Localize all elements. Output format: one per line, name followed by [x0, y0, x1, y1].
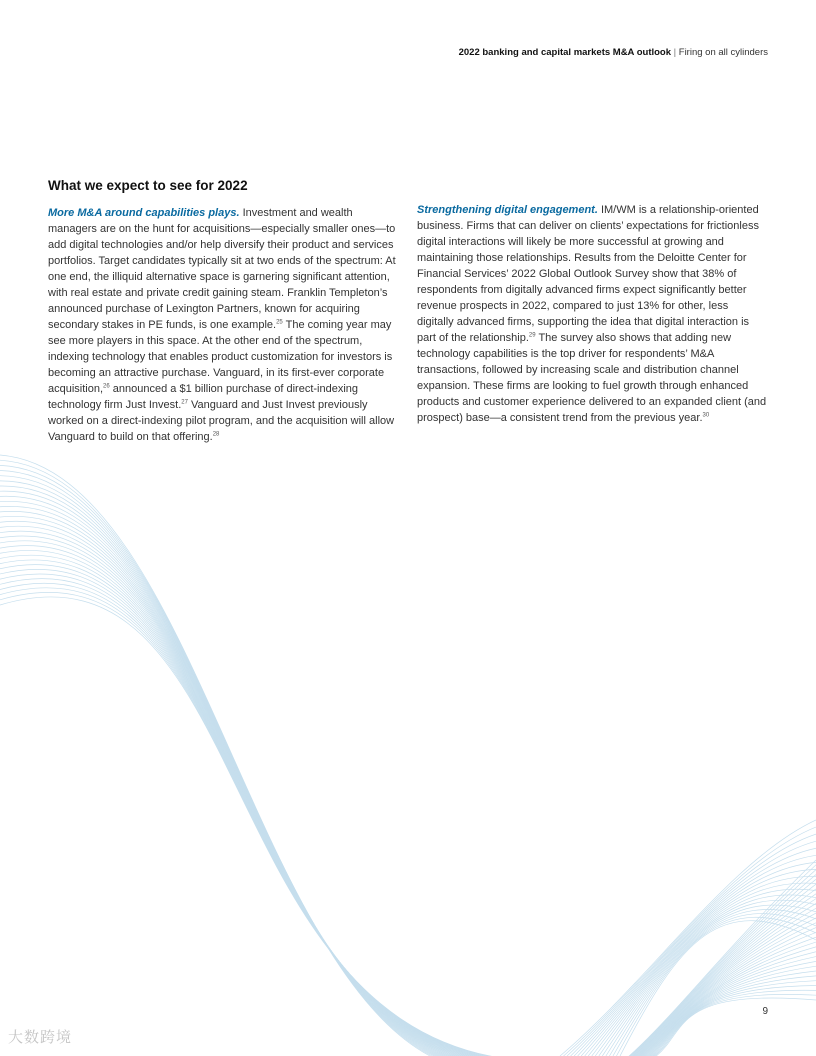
- footnote-ref-25: 25: [276, 319, 283, 326]
- wave-line: [0, 583, 816, 1056]
- wave-line: [0, 579, 816, 1056]
- wave-line: [0, 526, 816, 1056]
- header-separator: |: [673, 47, 677, 58]
- wave-line: [588, 876, 816, 1056]
- wave-line: [0, 541, 816, 1056]
- wave-line: [0, 574, 816, 1056]
- watermark-logo: 大数跨境: [8, 1029, 73, 1046]
- wave-line: [0, 592, 816, 1056]
- wave-line: [0, 536, 816, 1056]
- report-title: 2022 banking and capital markets M&A outlook: [458, 47, 672, 58]
- wave-line: [0, 555, 816, 1056]
- wave-line: [0, 597, 816, 1056]
- left-text-3: announced a $1 billion purchase of direct-indexing technology firm Just Invest.: [48, 383, 359, 411]
- wave-line: [0, 546, 816, 1056]
- right-text-1: IM/WM is a relationship-oriented business. Firms that can deliver on clients’ expectations for frictionless digital interactions will likely be more successful at growing and maintaining those relationships. Results from the Deloitte Center for Financial Services’ 2022 Global Outlook Survey show that 38% of respondents from digitally advanced firms expect significantly better revenue prospects in 2022, compared to just 13% for other, less digitally advanced firms, supporting the idea that digital interaction is part of the relationship.: [417, 204, 759, 344]
- wave-line: [0, 491, 816, 1056]
- wave-line: [0, 476, 816, 1056]
- footnote-ref-26: 26: [103, 383, 110, 390]
- wave-line: [0, 506, 816, 1056]
- wave-line: [0, 588, 816, 1056]
- wave-line: [0, 455, 816, 1056]
- left-text-2: The coming year may see more players in this space. At the other end of the spectrum, indexing technology that enables product customization for investors is becoming an attractive purchase. Vanguard, in its first-ever corporate acquisition,: [48, 319, 393, 395]
- left-text-4: Vanguard and Just Invest previously worked on a direct-indexing pilot program, and the acquisition will allow Vanguard to build on that offering.: [48, 399, 395, 443]
- wave-line: [0, 550, 816, 1056]
- left-lead-phrase: More M&A around capabilities plays.: [48, 207, 240, 219]
- wave-line: [613, 914, 816, 1056]
- footnote-ref-27: 27: [181, 399, 188, 406]
- page-number: 9: [762, 1006, 768, 1017]
- wave-line: [0, 569, 816, 1056]
- left-column-paragraph: [48, 205, 398, 445]
- wave-line: [0, 481, 816, 1056]
- footnote-ref-28: 28: [212, 431, 220, 438]
- wave-line: [585, 869, 816, 1056]
- wave-line: [0, 565, 816, 1056]
- right-lead-phrase: Strengthening digital engagement.: [417, 204, 598, 216]
- wave-line: [0, 496, 816, 1056]
- footnote-ref-30: 30: [702, 412, 710, 419]
- wave-line: [0, 560, 816, 1056]
- left-text-1: Investment and wealth managers are on the hunt for acquisitions—especially smaller ones—to add digital technologies and/or help diversify their product and services portfolios. Target candidates typically sit at two ends of the spectrum: At one end, the illiquid alternative space is garnering significant attention, with real estate and private credit gaining steam. Franklin Templeton’s announced purchase of Lexington Partners, known for acquiring secondary stakes in PE funds, is one example.: [48, 207, 396, 331]
- right-text-2: The survey also shows that adding new technology capabilities is the top driver for respondents’ M&A transactions, followed by increasing scale and distribution channel expansion. These firms are looking to fuel growth through enhanced products and customer experience delivered to an expanded client (and prospect) base—a consistent trend from the previous year.: [417, 332, 767, 424]
- wave-line: [0, 516, 816, 1056]
- footnote-ref-29: 29: [528, 332, 536, 339]
- report-subtitle: Firing on all cylinders: [678, 47, 768, 58]
- section-heading: What we expect to see for 2022: [48, 178, 248, 193]
- right-column-paragraph: [417, 202, 767, 426]
- running-header: [459, 47, 768, 58]
